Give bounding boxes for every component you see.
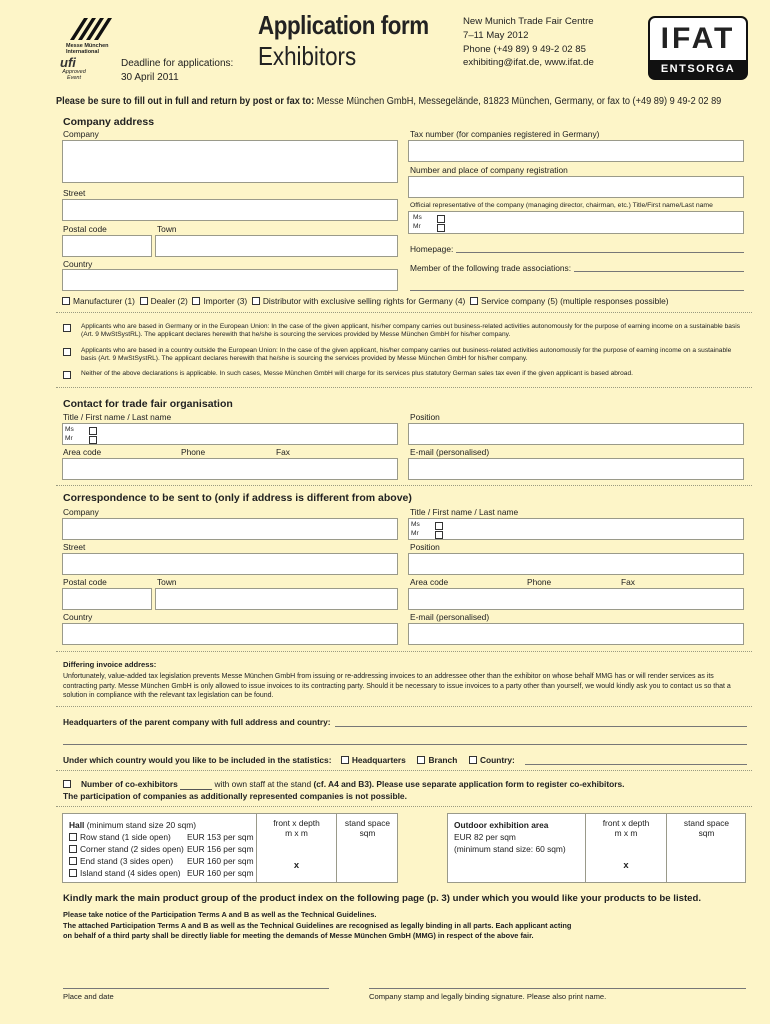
type-4-checkbox[interactable]	[252, 297, 260, 305]
type-2-checkbox[interactable]	[140, 297, 148, 305]
type-1-checkbox[interactable]	[62, 297, 70, 305]
corr-heading: Correspondence to be sent to (only if address is different from above)	[63, 492, 412, 504]
stat-country-input[interactable]	[525, 755, 747, 765]
ufi-logo	[60, 56, 100, 81]
type-3-label: Importer (3)	[203, 296, 248, 306]
hall-stand-space: stand space	[344, 818, 391, 828]
type-4-label: Distributor with exclusive selling rights for Germany (4)	[262, 296, 466, 306]
coex-label-3: (cf. A4 and B3). Please use separate application form to register co-exhibitors.	[313, 779, 625, 789]
corr-email-input[interactable]	[408, 623, 744, 645]
registration-label: Number and place of company registration	[410, 165, 568, 175]
divider	[56, 485, 752, 486]
hq-input[interactable]	[335, 717, 747, 727]
corr-name-input[interactable]	[408, 518, 744, 540]
divider	[56, 651, 752, 652]
declaration-3-text: Neither of the above declarations is applicable. In such cases, Messe München GmbH will charge for its services plus statutory German sales tax even if the given applicant is based abroad.	[81, 370, 633, 377]
divider	[56, 312, 752, 313]
company-input[interactable]	[62, 140, 398, 183]
stat-country-checkbox[interactable]	[469, 756, 477, 764]
contact-name-input[interactable]	[62, 423, 398, 445]
instruction-line	[56, 96, 721, 107]
corr-phone-input[interactable]	[408, 588, 744, 610]
coex-line	[63, 779, 625, 790]
company-label: Company	[63, 129, 99, 139]
hall-row-2-price: EUR 156 per sqm	[187, 844, 254, 854]
logo-text-2: International	[66, 49, 100, 55]
coex-note: The participation of companies as additionally represented companies is not possible.	[63, 791, 407, 801]
divider	[56, 706, 752, 707]
coex-label-1: Number of co-exhibitors	[80, 779, 178, 789]
country-label: Country	[63, 259, 93, 269]
stat-country-label: Country:	[479, 755, 515, 765]
contact-position-label: Position	[410, 412, 440, 422]
hall-row-4	[69, 868, 181, 878]
deadline-label: Deadline for applications:	[121, 58, 234, 69]
corr-town-label: Town	[157, 577, 177, 587]
place-date-label: Place and date	[63, 992, 114, 1001]
hall-row-2	[69, 844, 184, 854]
hall-row-1-price: EUR 153 per sqm	[187, 832, 254, 842]
signature-line[interactable]	[369, 988, 746, 989]
street-label: Street	[63, 188, 86, 198]
stat-line	[63, 755, 515, 765]
corr-company-input[interactable]	[62, 518, 398, 540]
ifat-logo-text: IFAT	[660, 22, 736, 55]
corr-mr-label: Mr	[411, 530, 419, 537]
contact-title-label: Title / First name / Last name	[63, 412, 172, 422]
outdoor-x: x	[623, 859, 629, 870]
corr-fax-label: Fax	[621, 577, 635, 587]
corr-area-label: Area code	[410, 577, 449, 587]
company-types	[62, 296, 669, 306]
corr-position-label: Position	[410, 542, 440, 552]
contact-email-web[interactable]: exhibiting@ifat.de, www.ifat.de	[463, 57, 594, 69]
hall-box	[62, 813, 398, 883]
contact-mr-checkbox[interactable]	[89, 436, 97, 444]
corr-postal-input[interactable]	[62, 588, 152, 610]
official-rep-label: Official representative of the company (managing director, chairman, etc.) Title/First name/Last name	[410, 202, 713, 209]
hall-x: x	[293, 859, 300, 870]
town-label: Town	[157, 224, 177, 234]
postal-input[interactable]	[62, 235, 152, 257]
coex-checkbox[interactable]	[63, 780, 71, 788]
divider	[56, 387, 752, 388]
declaration-1-checkbox[interactable]	[63, 324, 71, 332]
hall-row-2-name: Corner stand (2 sides open)	[80, 844, 184, 854]
official-rep-input[interactable]	[408, 211, 744, 234]
instruction-bold: Please be sure to fill out in full and return by post or fax to:	[56, 96, 315, 107]
tax-label: Tax number (for companies registered in Germany)	[410, 129, 600, 139]
type-5-checkbox[interactable]	[470, 297, 478, 305]
hall-heading: Hall	[69, 820, 85, 830]
hall-mxm: m x m	[285, 828, 308, 838]
corr-position-input[interactable]	[408, 553, 744, 575]
registration-input[interactable]	[408, 176, 744, 198]
corr-country-input[interactable]	[62, 623, 398, 645]
hall-row-3-name: End stand (3 sides open)	[80, 856, 174, 866]
corr-mr-checkbox[interactable]	[435, 531, 443, 539]
hq-label: Headquarters of the parent company with full address and country:	[63, 717, 331, 727]
terms-block	[63, 910, 571, 942]
hall-row-3-checkbox[interactable]	[69, 857, 77, 865]
contact-fax-label: Fax	[276, 447, 290, 457]
corr-country-label: Country	[63, 612, 93, 622]
contact-ms-label: Ms	[65, 426, 74, 433]
corr-phone-label: Phone	[527, 577, 552, 587]
stat-hq-label: Headquarters	[351, 755, 406, 765]
hall-min: (minimum stand size 20 sqm)	[86, 820, 197, 830]
contact-heading: Contact for trade fair organisation	[63, 398, 233, 410]
type-1-label: Manufacturer (1)	[73, 296, 135, 306]
outdoor-min: (minimum stand size: 60 sqm)	[454, 844, 566, 854]
corr-title-label: Title / First name / Last name	[410, 507, 519, 517]
associations-input-2[interactable]	[410, 282, 744, 291]
deadline-date: 30 April 2011	[121, 72, 179, 83]
hall-row-1	[69, 832, 171, 842]
declaration-2-checkbox[interactable]	[63, 348, 71, 356]
coex-number-input[interactable]	[180, 779, 212, 790]
declaration-3-checkbox[interactable]	[63, 371, 71, 379]
outdoor-mxm: m x m	[614, 828, 638, 838]
divider	[56, 806, 752, 807]
product-note: Kindly mark the main product group of the product index on the following page (p. 3) under which you would like your products to be listed.	[63, 893, 702, 904]
outdoor-stand-space: stand space	[683, 818, 730, 828]
contact-mr-label: Mr	[65, 435, 73, 442]
hall-row-3-price: EUR 160 per sqm	[187, 856, 254, 866]
homepage-label: Homepage:	[410, 244, 454, 254]
town-input[interactable]	[155, 235, 398, 257]
venue: New Munich Trade Fair Centre	[463, 16, 594, 27]
corr-ms-label: Ms	[411, 521, 420, 528]
type-3-checkbox[interactable]	[192, 297, 200, 305]
logo-text-1: Messe München	[66, 43, 109, 49]
hall-row-1-checkbox[interactable]	[69, 833, 77, 841]
corr-town-input[interactable]	[155, 588, 398, 610]
ufi-event: Event	[66, 75, 82, 81]
declaration-1-text: Applicants who are based in Germany or in the European Union: In the case of the given applicant, his/her company carries out business-related activities autonomously for the purpose of earning income on a sustainable basis (Art. 9 MwStSystRL). The applicant declares herewith that he/she is sourcing the services provided by Messe München GmbH for his/her company.	[81, 323, 741, 339]
hall-row-4-price: EUR 160 per sqm	[187, 868, 254, 878]
invoice-heading: Differing invoice address:	[63, 660, 157, 669]
entsorga-text: ENTSORGA	[650, 60, 746, 78]
hall-sqm: sqm	[359, 828, 376, 838]
stat-branch-checkbox[interactable]	[417, 756, 425, 764]
ufi-approved: Approved	[62, 69, 86, 75]
stat-label: Under which country would you like to be included in the statistics:	[63, 755, 332, 765]
hall-row-2-checkbox[interactable]	[69, 845, 77, 853]
form-subtitle: Exhibitors	[258, 41, 357, 71]
contact-email-input[interactable]	[408, 458, 744, 480]
contact-position-input[interactable]	[408, 423, 744, 445]
contact-phone: Phone (+49 89) 9 49-2 02 85	[463, 43, 586, 55]
corr-street-input[interactable]	[62, 553, 398, 575]
company-heading: Company address	[63, 116, 155, 128]
rep-mr-checkbox[interactable]	[437, 224, 445, 232]
corr-ms-checkbox[interactable]	[435, 522, 443, 530]
contact-phone-input[interactable]	[62, 458, 398, 480]
hall-row-3	[69, 856, 173, 866]
form-title: Application form	[258, 10, 429, 40]
terms-line-1: Please take notice of the Participation Terms A and B as well as the Technical Guidelines.	[63, 910, 377, 919]
hall-row-1-name: Row stand (1 side open)	[80, 832, 171, 842]
signature-label: Company stamp and legally binding signature. Please also print name.	[369, 992, 607, 1001]
declaration-2-text: Applicants who are based in a country outside the European Union: In the case of the given applicant, his/her company carries out business-related activities autonomously for the purpose of earning income on a sustainable basis (Art. 9 MwStSystRL). The applicant declares herewith that he/she is sourcing the services provided by Messe München GmbH for his/her company.	[81, 347, 732, 363]
fair-dates: 7–11 May 2012	[463, 29, 529, 41]
ufi-text: ufi	[60, 55, 76, 70]
corr-street-label: Street	[63, 542, 86, 552]
outdoor-sqm: sqm	[698, 828, 715, 838]
terms-line-2: The attached Participation Terms A and B as well as the Technical Guidelines are recognised as legally binding in all parts. Each applicant acting	[63, 920, 572, 930]
associations-input[interactable]	[574, 263, 744, 272]
contact-ms-checkbox[interactable]	[89, 427, 97, 435]
outdoor-front-depth: front x depth	[602, 818, 650, 828]
hall-front-depth: front x depth	[273, 818, 320, 828]
rep-ms-label: Ms	[413, 214, 422, 221]
outdoor-price: EUR 82 per sqm	[454, 832, 516, 842]
tax-input[interactable]	[408, 140, 744, 162]
instruction-address: Messe München GmbH, Messegelände, 81823 München, Germany, or fax to (+49 89) 9 49-2 02 89	[314, 96, 722, 107]
messe-logo-icon	[66, 14, 118, 44]
corr-email-label: E-mail (personalised)	[410, 612, 490, 622]
contact-phone-label: Phone	[181, 447, 206, 457]
contact-email-label: E-mail (personalised)	[410, 447, 490, 457]
hq-input-2[interactable]	[63, 735, 747, 745]
outdoor-heading: Outdoor exhibition area	[454, 820, 549, 830]
country-input[interactable]	[62, 269, 398, 291]
ifat-logo	[648, 16, 748, 80]
divider	[56, 770, 752, 771]
invoice-text: Unfortunately, value-added tax legislation prevents Messe München GmbH from issuing or re-addressing invoices to an addressee other than the exhibitor on whose behalf MMG has or will render services as its contracting party. Messe München GmbH is only allowed to issue invoices to its contracting party. Should it be necessary to issue invoices to a party other than yourself, we would kindly ask you to contact us so that a solution in compliance with the relevant tax legislation can be found.	[63, 673, 731, 699]
contact-area-label: Area code	[63, 447, 102, 457]
type-5-label: Service company (5) (multiple responses possible)	[480, 296, 669, 306]
rep-ms-checkbox[interactable]	[437, 215, 445, 223]
coex-label-2: with own staff at the stand	[214, 779, 312, 789]
hall-heading-line	[69, 820, 196, 830]
corr-postal-label: Postal code	[63, 577, 107, 587]
stat-branch-label: Branch	[428, 755, 458, 765]
rep-mr-label: Mr	[413, 223, 421, 230]
hall-row-4-name: Island stand (4 sides open)	[80, 868, 181, 878]
hall-row-4-checkbox[interactable]	[69, 869, 77, 877]
place-date-line[interactable]	[63, 988, 329, 989]
stat-hq-checkbox[interactable]	[341, 756, 349, 764]
outdoor-box	[447, 813, 746, 883]
corr-company-label: Company	[63, 507, 99, 517]
associations-label: Member of the following trade associations:	[410, 263, 572, 273]
terms-line-3: on behalf of a third party shall be directly liable for meeting the demands of Messe München GmbH (MMG) in respect of the above fair.	[63, 931, 534, 940]
postal-label: Postal code	[63, 224, 107, 234]
street-input[interactable]	[62, 199, 398, 221]
homepage-input[interactable]	[456, 244, 744, 253]
messe-muenchen-logo	[66, 14, 118, 44]
type-2-label: Dealer (2)	[150, 296, 188, 306]
